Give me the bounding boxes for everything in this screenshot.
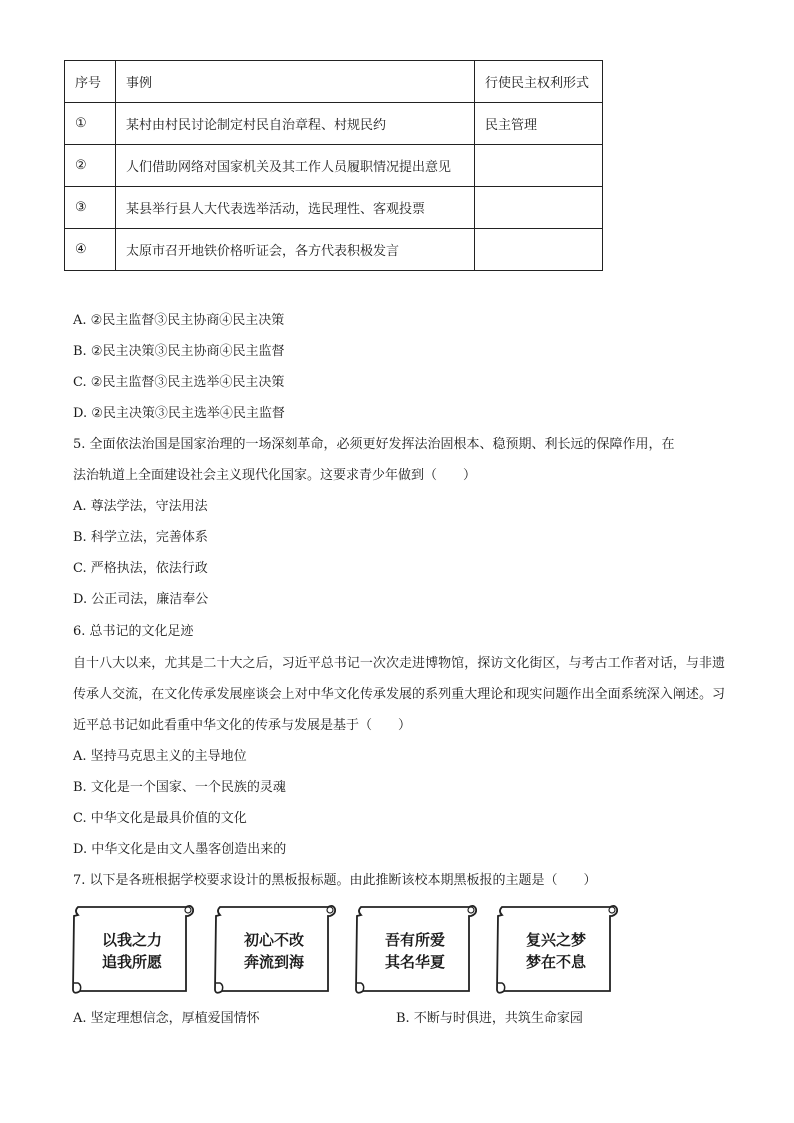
table-header-row xyxy=(65,61,603,103)
scroll-line2: 追我所愿 xyxy=(101,953,162,971)
row-example: 人们借助网络对国家机关及其工作人员履职情况提出意见 xyxy=(116,145,475,187)
scroll-line1: 初心不改 xyxy=(243,931,304,949)
q5-option-d: D. 公正司法，廉洁奉公 xyxy=(73,592,209,607)
q6-option-a: A. 坚持马克思主义的主导地位 xyxy=(73,749,247,764)
democracy-table xyxy=(64,60,603,271)
header-example: 事例 xyxy=(116,61,475,103)
table-row xyxy=(65,187,603,229)
scroll-line1: 复兴之梦 xyxy=(525,931,586,949)
q4-option-a: A. ②民主监督③民主协商④民主决策 xyxy=(73,313,285,328)
q5-stem-line1: 5. 全面依法治国是国家治理的一场深刻革命，必须更好发挥法治固根本、稳预期、利长远的保障作用，在 xyxy=(73,437,675,452)
row-form xyxy=(475,187,603,229)
q7-stem: 7. 以下是各班根据学校要求设计的黑板报标题。由此推断该校本期黑板报的主题是（ ） xyxy=(73,873,597,888)
table-row xyxy=(65,145,603,187)
q6-option-c: C. 中华文化是最具价值的文化 xyxy=(73,811,247,826)
scroll-line2: 梦在不息 xyxy=(525,953,586,971)
header-num: 序号 xyxy=(65,61,116,103)
q5-option-c: C. 严格执法，依法行政 xyxy=(73,561,208,576)
blackboard-scroll xyxy=(494,903,618,999)
row-num: ① xyxy=(65,103,116,145)
scroll-line1: 以我之力 xyxy=(101,931,162,949)
row-num: ② xyxy=(65,145,116,187)
q7-option-b: B. 不断与时俱进，共筑生命家园 xyxy=(396,1011,583,1026)
blackboard-scroll xyxy=(353,903,477,999)
row-form: 民主管理 xyxy=(475,103,603,145)
row-example: 某村由村民讨论制定村民自治章程、村规民约 xyxy=(116,103,475,145)
blackboard-scroll xyxy=(212,903,336,999)
scroll-line2: 奔流到海 xyxy=(243,953,304,971)
table-row xyxy=(65,229,603,271)
blackboard-scroll xyxy=(70,903,194,999)
q5-option-b: B. 科学立法，完善体系 xyxy=(73,530,208,545)
row-num: ④ xyxy=(65,229,116,271)
q5-option-a: A. 尊法学法，守法用法 xyxy=(73,499,208,514)
table-row xyxy=(65,103,603,145)
row-example: 太原市召开地铁价格听证会，各方代表积极发言 xyxy=(116,229,475,271)
q6-option-d: D. 中华文化是由文人墨客创造出来的 xyxy=(73,842,287,857)
scroll-line2: 其名华夏 xyxy=(384,953,445,971)
row-form xyxy=(475,145,603,187)
row-num: ③ xyxy=(65,187,116,229)
q6-material: 自十八大以来，尤其是二十大之后，习近平总书记一次次走进博物馆，探访文化街区，与考古工作者对话，与非遗传承人交流，在文化传承发展座谈会上对中华文化传承发展的系列重大理论和现实问题作出全面系统深入阐述。习近平总书记如此看重中华文化的传承与发展是基于（ ） xyxy=(73,656,725,733)
scroll-text xyxy=(516,929,596,973)
q4-option-b: B. ②民主决策③民主协商④民主监督 xyxy=(73,344,285,359)
q7-option-a: A. 坚定理想信念，厚植爱国情怀 xyxy=(73,1011,260,1026)
header-form: 行使民主权利形式 xyxy=(475,61,603,103)
row-form xyxy=(475,229,603,271)
q6-title: 6. 总书记的文化足迹 xyxy=(73,624,194,639)
q4-option-d: D. ②民主决策③民主选举④民主监督 xyxy=(73,406,285,421)
row-example: 某县举行县人大代表选举活动，选民理性、客观投票 xyxy=(116,187,475,229)
q5-stem-line2: 法治轨道上全面建设社会主义现代化国家。这要求青少年做到（ ） xyxy=(73,468,477,483)
scroll-text xyxy=(92,929,172,973)
scroll-text xyxy=(375,929,455,973)
scroll-text xyxy=(234,929,314,973)
scroll-line1: 吾有所爱 xyxy=(384,931,445,949)
q6-option-b: B. 文化是一个国家、一个民族的灵魂 xyxy=(73,780,286,795)
q4-option-c: C. ②民主监督③民主选举④民主决策 xyxy=(73,375,285,390)
